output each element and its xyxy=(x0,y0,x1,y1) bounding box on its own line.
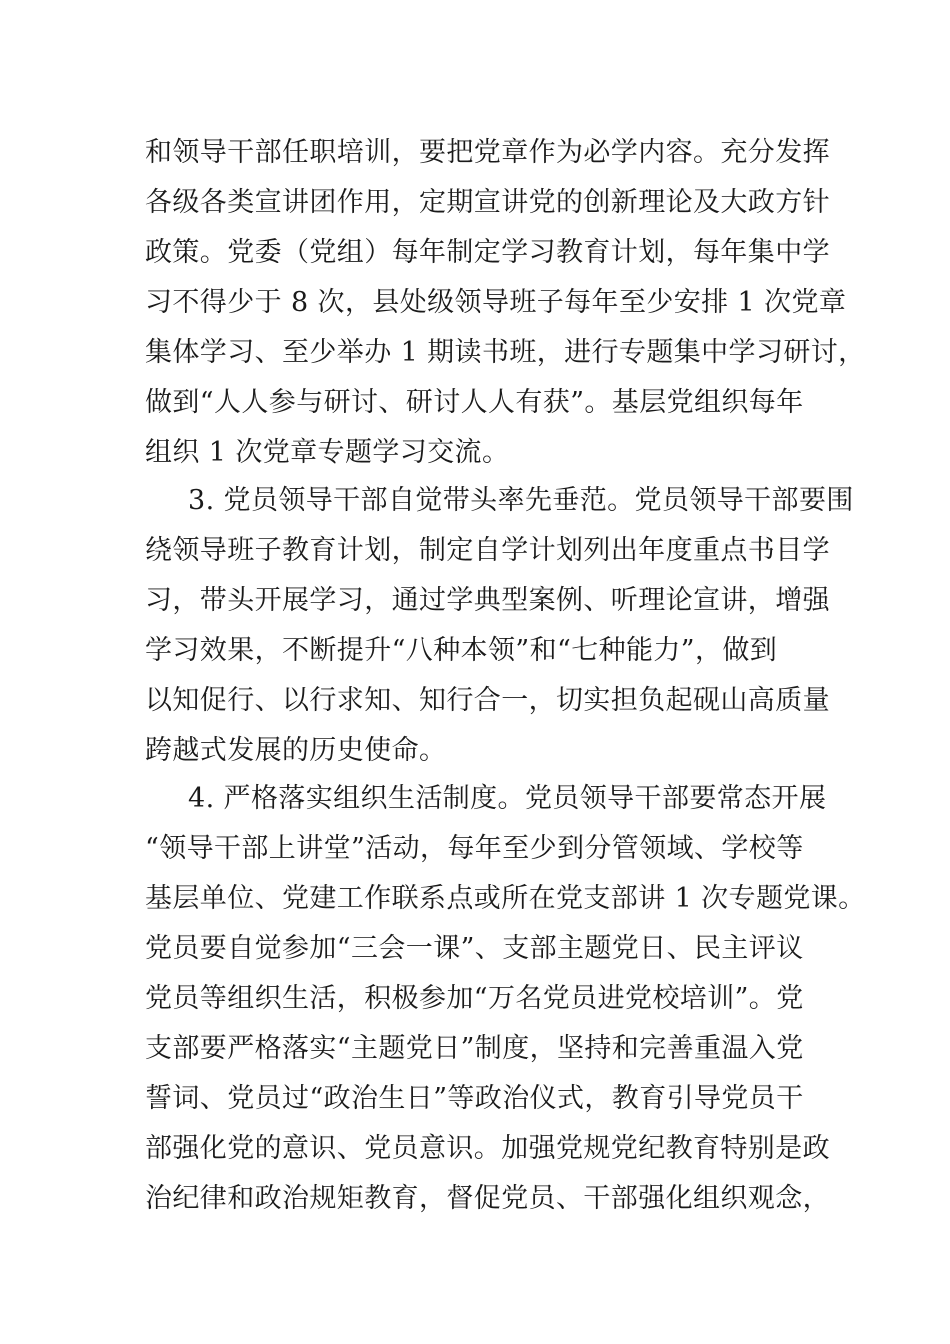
text-line: 誓词、党员过“政治生日”等政治仪式，教育引导党员干 xyxy=(145,1083,804,1114)
text-line: 支部要严格落实“主题党日”制度，坚持和完善重温入党 xyxy=(145,1033,804,1064)
text-line: 和领导干部任职培训，要把党章作为必学内容。充分发挥 xyxy=(145,137,830,168)
text-line: 学习效果，不断提升“八种本领”和“七种能力”，做到 xyxy=(145,635,778,666)
text-line: 绕领导班子教育计划，制定自学计划列出年度重点书目学 xyxy=(145,535,830,566)
text-line: 以知促行、以行求知、知行合一，切实担负起砚山高质量 xyxy=(145,685,830,716)
text-line: 跨越式发展的历史使命。 xyxy=(145,735,447,766)
text-line: 治纪律和政治规矩教育，督促党员、干部强化组织观念， xyxy=(145,1183,830,1214)
text-line: 基层单位、党建工作联系点或所在党支部讲 1 次专题党课。 xyxy=(145,883,866,914)
text-line: 习不得少于 8 次，县处级领导班子每年至少安排 1 次党章 xyxy=(145,287,847,318)
text-line: 部强化党的意识、党员意识。加强党规党纪教育特别是政 xyxy=(145,1133,830,1164)
text-line: 集体学习、至少举办 1 期读书班，进行专题集中学习研讨， xyxy=(145,337,866,368)
text-line: 习，带头开展学习，通过学典型案例、听理论宣讲，增强 xyxy=(145,585,830,616)
text-line: 做到“人人参与研讨、研讨人人有获”。基层党组织每年 xyxy=(145,387,804,418)
text-line: 党员等组织生活，积极参加“万名党员进党校培训”。党 xyxy=(145,983,804,1014)
text-line: 政策。党委（党组）每年制定学习教育计划，每年集中学 xyxy=(145,237,830,268)
text-line: 党员要自觉参加“三会一课”、支部主题党日、民主评议 xyxy=(145,933,804,964)
text-line: 组织 1 次党章专题学习交流。 xyxy=(145,437,510,468)
text-line: 各级各类宣讲团作用，定期宣讲党的创新理论及大政方针 xyxy=(145,187,830,218)
paragraph-heading-3: 3. 党员领导干部自觉带头率先垂范。党员领导干部要围 xyxy=(188,485,854,516)
text-line: “领导干部上讲堂”活动，每年至少到分管领域、学校等 xyxy=(145,833,804,864)
paragraph-heading-4: 4. 严格落实组织生活制度。党员领导干部要常态开展 xyxy=(188,783,827,814)
